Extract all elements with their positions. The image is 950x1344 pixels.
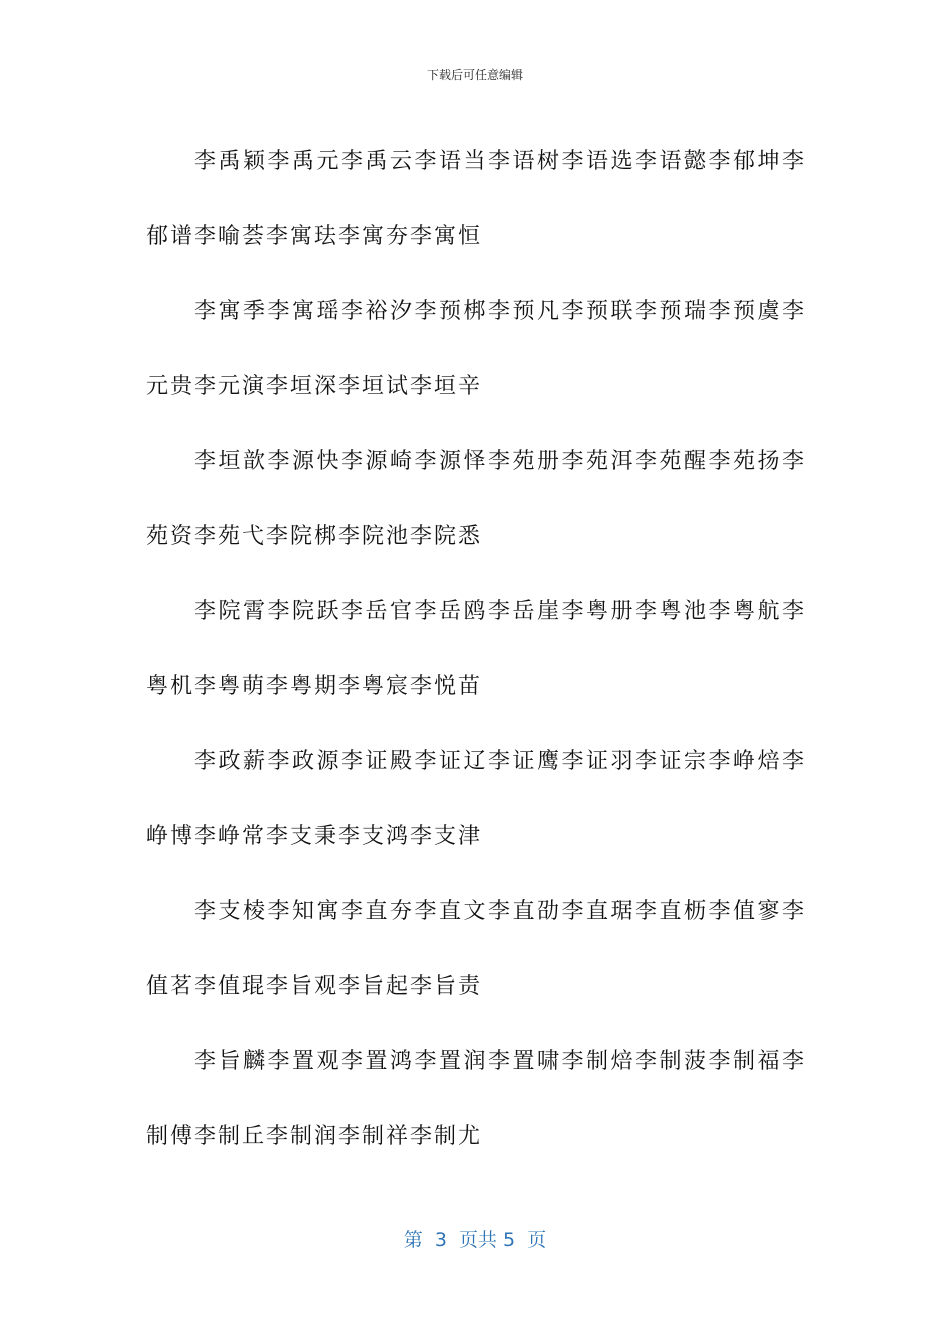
paragraph: 李禹颖李禹元李禹云李语当李语树李语选李语懿李郁坤李郁谱李喻荟李寓珐李寓夯李寓恒 — [146, 149, 806, 249]
paragraph: 李院霄李院跃李岳官李岳鸥李岳崖李粤册李粤池李粤航李粤机李粤萌李粤期李粤宸李悦苗 — [146, 599, 806, 699]
page-header: 下载后可任意编辑 — [426, 68, 523, 82]
paragraph: 李旨麟李置观李置鸿李置润李置啸李制焙李制菠李制福李制傅李制丘李制润李制祥李制尤 — [146, 1049, 806, 1149]
page-number-footer: 第 3 页共 5 页 — [403, 1229, 547, 1251]
document-body — [146, 124, 806, 1174]
paragraph: 李支棱李知寓李直夯李直文李直劭李直琚李直枥李值寥李值茗李值琨李旨观李旨起李旨责 — [146, 899, 806, 999]
paragraph: 李政薪李政源李证殿李证辽李证鹰李证羽李证宗李峥焙李峥博李峥常李支秉李支鸿李支津 — [146, 749, 806, 849]
paragraph: 李寓季李寓瑶李裕汐李预梆李预凡李预联李预瑞李预虞李元贵李元演李垣深李垣试李垣辛 — [146, 299, 806, 399]
paragraph: 李垣歆李源快李源崎李源怿李苑册李苑洱李苑醒李苑扬李苑资李苑弋李院梆李院池李院悉 — [146, 449, 806, 549]
